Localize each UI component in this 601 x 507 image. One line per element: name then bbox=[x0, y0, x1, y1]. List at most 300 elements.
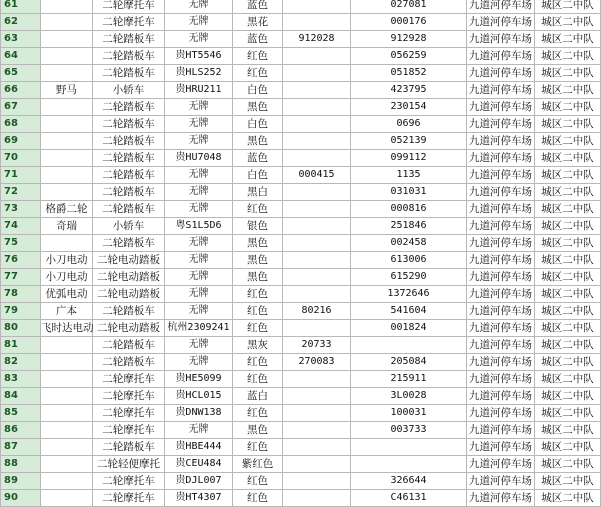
vehicle-type-cell[interactable]: 二轮摩托车 bbox=[93, 0, 165, 14]
plate-cell[interactable]: 无牌 bbox=[165, 116, 233, 133]
table-row bbox=[1, 82, 601, 99]
row-number[interactable]: 81 bbox=[1, 337, 41, 354]
frame-number-cell[interactable]: 100031 bbox=[351, 405, 467, 422]
vehicle-type-cell[interactable]: 二轮摩托车 bbox=[93, 405, 165, 422]
parking-lot-cell[interactable]: 九道河停车场 bbox=[467, 167, 535, 184]
vehicle-type-cell[interactable]: 二轮电动踏板 bbox=[93, 286, 165, 303]
frame-number-cell[interactable]: 215911 bbox=[351, 371, 467, 388]
parking-lot-cell[interactable]: 九道河停车场 bbox=[467, 405, 535, 422]
plate-cell[interactable]: 无牌 bbox=[165, 201, 233, 218]
engine-number-cell[interactable]: 20733 bbox=[283, 337, 351, 354]
engine-number-cell[interactable] bbox=[283, 320, 351, 337]
table-row bbox=[1, 99, 601, 116]
vehicle-type-cell[interactable]: 二轮踏板车 bbox=[93, 65, 165, 82]
frame-number-cell[interactable]: 002458 bbox=[351, 235, 467, 252]
engine-number-cell[interactable] bbox=[283, 218, 351, 235]
engine-number-cell[interactable]: 80216 bbox=[283, 303, 351, 320]
engine-number-cell[interactable] bbox=[283, 439, 351, 456]
frame-number-cell[interactable]: 000176 bbox=[351, 14, 467, 31]
table-row bbox=[1, 150, 601, 167]
parking-lot-cell[interactable]: 九道河停车场 bbox=[467, 65, 535, 82]
vehicle-type-cell[interactable]: 二轮踏板车 bbox=[93, 133, 165, 150]
brand-cell[interactable]: 小刀电动 bbox=[41, 269, 93, 286]
vehicle-type-cell[interactable]: 二轮电动踏板 bbox=[93, 252, 165, 269]
brand-cell[interactable] bbox=[41, 167, 93, 184]
parking-lot-cell[interactable]: 九道河停车场 bbox=[467, 99, 535, 116]
engine-number-cell[interactable] bbox=[283, 235, 351, 252]
plate-cell[interactable]: 无牌 bbox=[165, 184, 233, 201]
unit-cell[interactable]: 城区二中队 bbox=[535, 184, 601, 201]
color-cell[interactable]: 黑灰 bbox=[233, 337, 283, 354]
row-number[interactable]: 88 bbox=[1, 456, 41, 473]
row-number[interactable]: 66 bbox=[1, 82, 41, 99]
plate-cell[interactable]: 贵HLS252 bbox=[165, 65, 233, 82]
row-number[interactable]: 84 bbox=[1, 388, 41, 405]
parking-lot-cell[interactable]: 九道河停车场 bbox=[467, 422, 535, 439]
parking-lot-cell[interactable]: 九道河停车场 bbox=[467, 490, 535, 507]
frame-number-cell[interactable]: 0696 bbox=[351, 116, 467, 133]
unit-cell[interactable]: 城区二中队 bbox=[535, 354, 601, 371]
row-number[interactable]: 70 bbox=[1, 150, 41, 167]
color-cell[interactable]: 红色 bbox=[233, 286, 283, 303]
color-cell[interactable]: 蓝白 bbox=[233, 388, 283, 405]
frame-number-cell[interactable]: 000816 bbox=[351, 201, 467, 218]
unit-cell[interactable]: 城区二中队 bbox=[535, 31, 601, 48]
color-cell[interactable]: 紫红色 bbox=[233, 456, 283, 473]
color-cell[interactable]: 黑色 bbox=[233, 269, 283, 286]
plate-cell[interactable]: 贵HT4307 bbox=[165, 490, 233, 507]
color-cell[interactable]: 红色 bbox=[233, 320, 283, 337]
unit-cell[interactable]: 城区二中队 bbox=[535, 99, 601, 116]
engine-number-cell[interactable] bbox=[283, 456, 351, 473]
unit-cell[interactable]: 城区二中队 bbox=[535, 439, 601, 456]
row-number[interactable]: 75 bbox=[1, 235, 41, 252]
vehicle-type-cell[interactable]: 二轮摩托车 bbox=[93, 388, 165, 405]
vehicle-type-cell[interactable]: 二轮轻便摩托 bbox=[93, 456, 165, 473]
brand-cell[interactable]: 格爵二轮 bbox=[41, 201, 93, 218]
unit-cell[interactable]: 城区二中队 bbox=[535, 133, 601, 150]
frame-number-cell[interactable]: 099112 bbox=[351, 150, 467, 167]
row-number[interactable]: 90 bbox=[1, 490, 41, 507]
color-cell[interactable]: 白色 bbox=[233, 167, 283, 184]
row-number[interactable]: 80 bbox=[1, 320, 41, 337]
color-cell[interactable]: 红色 bbox=[233, 490, 283, 507]
row-number[interactable]: 86 bbox=[1, 422, 41, 439]
color-cell[interactable]: 黑色 bbox=[233, 99, 283, 116]
plate-cell[interactable]: 无牌 bbox=[165, 133, 233, 150]
table-row bbox=[1, 14, 601, 31]
vehicle-type-cell[interactable]: 二轮摩托车 bbox=[93, 14, 165, 31]
row-number[interactable]: 73 bbox=[1, 201, 41, 218]
table-row bbox=[1, 439, 601, 456]
vehicle-type-cell[interactable]: 二轮摩托车 bbox=[93, 490, 165, 507]
color-cell[interactable]: 白色 bbox=[233, 82, 283, 99]
plate-cell[interactable]: 贵DJL007 bbox=[165, 473, 233, 490]
color-cell[interactable]: 红色 bbox=[233, 371, 283, 388]
brand-cell[interactable] bbox=[41, 371, 93, 388]
brand-cell[interactable] bbox=[41, 235, 93, 252]
engine-number-cell[interactable] bbox=[283, 286, 351, 303]
row-number[interactable]: 77 bbox=[1, 269, 41, 286]
row-number[interactable]: 83 bbox=[1, 371, 41, 388]
color-cell[interactable]: 红色 bbox=[233, 303, 283, 320]
frame-number-cell[interactable]: 912928 bbox=[351, 31, 467, 48]
unit-cell[interactable]: 城区二中队 bbox=[535, 150, 601, 167]
engine-number-cell[interactable] bbox=[283, 388, 351, 405]
plate-cell[interactable]: 贵HCL015 bbox=[165, 388, 233, 405]
row-number[interactable]: 85 bbox=[1, 405, 41, 422]
engine-number-cell[interactable] bbox=[283, 0, 351, 14]
parking-lot-cell[interactable]: 九道河停车场 bbox=[467, 133, 535, 150]
row-number[interactable]: 61 bbox=[1, 0, 41, 14]
plate-cell[interactable]: 贵HE5099 bbox=[165, 371, 233, 388]
parking-lot-cell[interactable]: 九道河停车场 bbox=[467, 218, 535, 235]
frame-number-cell[interactable]: 001824 bbox=[351, 320, 467, 337]
plate-cell[interactable]: 无牌 bbox=[165, 14, 233, 31]
parking-lot-cell[interactable]: 九道河停车场 bbox=[467, 439, 535, 456]
row-number[interactable]: 71 bbox=[1, 167, 41, 184]
parking-lot-cell[interactable]: 九道河停车场 bbox=[467, 82, 535, 99]
engine-number-cell[interactable] bbox=[283, 473, 351, 490]
engine-number-cell[interactable]: 912028 bbox=[283, 31, 351, 48]
vehicle-type-cell[interactable]: 二轮踏板车 bbox=[93, 150, 165, 167]
brand-cell[interactable] bbox=[41, 65, 93, 82]
row-number[interactable]: 69 bbox=[1, 133, 41, 150]
table-row bbox=[1, 456, 601, 473]
vehicle-type-cell[interactable]: 二轮踏板车 bbox=[93, 201, 165, 218]
unit-cell[interactable]: 城区二中队 bbox=[535, 82, 601, 99]
row-number[interactable]: 87 bbox=[1, 439, 41, 456]
brand-cell[interactable] bbox=[41, 184, 93, 201]
brand-cell[interactable] bbox=[41, 422, 93, 439]
table-row bbox=[1, 473, 601, 490]
frame-number-cell[interactable]: 052139 bbox=[351, 133, 467, 150]
unit-cell[interactable]: 城区二中队 bbox=[535, 473, 601, 490]
brand-cell[interactable] bbox=[41, 388, 93, 405]
plate-cell[interactable]: 贵HBE444 bbox=[165, 439, 233, 456]
vehicle-type-cell[interactable]: 二轮踏板车 bbox=[93, 116, 165, 133]
color-cell[interactable]: 黑白 bbox=[233, 184, 283, 201]
color-cell[interactable]: 红色 bbox=[233, 48, 283, 65]
table-row bbox=[1, 405, 601, 422]
table-row bbox=[1, 201, 601, 218]
vehicle-type-cell[interactable]: 二轮摩托车 bbox=[93, 371, 165, 388]
vehicle-type-cell[interactable]: 二轮踏板车 bbox=[93, 303, 165, 320]
row-number[interactable]: 78 bbox=[1, 286, 41, 303]
vehicle-type-cell[interactable]: 二轮摩托车 bbox=[93, 473, 165, 490]
frame-number-cell[interactable]: 423795 bbox=[351, 82, 467, 99]
parking-lot-cell[interactable]: 九道河停车场 bbox=[467, 354, 535, 371]
plate-cell[interactable]: 无牌 bbox=[165, 337, 233, 354]
parking-lot-cell[interactable]: 九道河停车场 bbox=[467, 473, 535, 490]
table-row bbox=[1, 371, 601, 388]
vehicle-type-cell[interactable]: 二轮踏板车 bbox=[93, 235, 165, 252]
vehicle-type-cell[interactable]: 二轮踏板车 bbox=[93, 184, 165, 201]
row-number[interactable]: 62 bbox=[1, 14, 41, 31]
unit-cell[interactable]: 城区二中队 bbox=[535, 201, 601, 218]
frame-number-cell[interactable]: 027081 bbox=[351, 0, 467, 14]
table-body bbox=[1, 0, 601, 507]
table-row bbox=[1, 269, 601, 286]
plate-cell[interactable]: 无牌 bbox=[165, 354, 233, 371]
frame-number-cell[interactable]: 541604 bbox=[351, 303, 467, 320]
table-row bbox=[1, 303, 601, 320]
parking-lot-cell[interactable]: 九道河停车场 bbox=[467, 150, 535, 167]
brand-cell[interactable] bbox=[41, 150, 93, 167]
unit-cell[interactable]: 城区二中队 bbox=[535, 14, 601, 31]
vehicle-type-cell[interactable]: 二轮踏板车 bbox=[93, 167, 165, 184]
brand-cell[interactable]: 优弧电动 bbox=[41, 286, 93, 303]
table-row bbox=[1, 235, 601, 252]
unit-cell[interactable]: 城区二中队 bbox=[535, 405, 601, 422]
brand-cell[interactable] bbox=[41, 133, 93, 150]
engine-number-cell[interactable] bbox=[283, 65, 351, 82]
row-number[interactable]: 68 bbox=[1, 116, 41, 133]
table-row bbox=[1, 490, 601, 507]
brand-cell[interactable] bbox=[41, 99, 93, 116]
engine-number-cell[interactable] bbox=[283, 269, 351, 286]
engine-number-cell[interactable] bbox=[283, 371, 351, 388]
brand-cell[interactable] bbox=[41, 48, 93, 65]
table-row bbox=[1, 133, 601, 150]
color-cell[interactable]: 蓝色 bbox=[233, 31, 283, 48]
unit-cell[interactable]: 城区二中队 bbox=[535, 65, 601, 82]
brand-cell[interactable]: 野马 bbox=[41, 82, 93, 99]
brand-cell[interactable] bbox=[41, 337, 93, 354]
engine-number-cell[interactable] bbox=[283, 201, 351, 218]
frame-number-cell[interactable]: C46131 bbox=[351, 490, 467, 507]
table-row bbox=[1, 286, 601, 303]
table-row bbox=[1, 218, 601, 235]
engine-number-cell[interactable] bbox=[283, 116, 351, 133]
plate-cell[interactable]: 贵DNW138 bbox=[165, 405, 233, 422]
parking-lot-cell[interactable]: 九道河停车场 bbox=[467, 235, 535, 252]
vehicle-type-cell[interactable]: 二轮电动踏板 bbox=[93, 269, 165, 286]
plate-cell[interactable]: 无牌 bbox=[165, 422, 233, 439]
brand-cell[interactable] bbox=[41, 116, 93, 133]
parking-lot-cell[interactable]: 九道河停车场 bbox=[467, 456, 535, 473]
plate-cell[interactable]: 贵CEU484 bbox=[165, 456, 233, 473]
row-number[interactable]: 74 bbox=[1, 218, 41, 235]
row-number[interactable]: 64 bbox=[1, 48, 41, 65]
color-cell[interactable]: 蓝色 bbox=[233, 150, 283, 167]
parking-lot-cell[interactable]: 九道河停车场 bbox=[467, 0, 535, 14]
plate-cell[interactable]: 无牌 bbox=[165, 167, 233, 184]
color-cell[interactable]: 黑色 bbox=[233, 422, 283, 439]
unit-cell[interactable]: 城区二中队 bbox=[535, 490, 601, 507]
row-number[interactable]: 67 bbox=[1, 99, 41, 116]
row-number[interactable]: 72 bbox=[1, 184, 41, 201]
table-row bbox=[1, 116, 601, 133]
brand-cell[interactable] bbox=[41, 0, 93, 14]
unit-cell[interactable]: 城区二中队 bbox=[535, 0, 601, 14]
unit-cell[interactable]: 城区二中队 bbox=[535, 48, 601, 65]
engine-number-cell[interactable] bbox=[283, 490, 351, 507]
frame-number-cell[interactable]: 3L0028 bbox=[351, 388, 467, 405]
row-number[interactable]: 79 bbox=[1, 303, 41, 320]
vehicle-type-cell[interactable]: 二轮踏板车 bbox=[93, 337, 165, 354]
plate-cell[interactable]: 贵HU7048 bbox=[165, 150, 233, 167]
brand-cell[interactable] bbox=[41, 456, 93, 473]
plate-cell[interactable]: 粤S1L5D6 bbox=[165, 218, 233, 235]
unit-cell[interactable]: 城区二中队 bbox=[535, 422, 601, 439]
engine-number-cell[interactable] bbox=[283, 99, 351, 116]
parking-lot-cell[interactable]: 九道河停车场 bbox=[467, 303, 535, 320]
unit-cell[interactable]: 城区二中队 bbox=[535, 303, 601, 320]
brand-cell[interactable]: 奇瑞 bbox=[41, 218, 93, 235]
table-row bbox=[1, 354, 601, 371]
unit-cell[interactable]: 城区二中队 bbox=[535, 320, 601, 337]
brand-cell[interactable] bbox=[41, 14, 93, 31]
frame-number-cell[interactable]: 051852 bbox=[351, 65, 467, 82]
engine-number-cell[interactable] bbox=[283, 150, 351, 167]
color-cell[interactable]: 红色 bbox=[233, 354, 283, 371]
engine-number-cell[interactable] bbox=[283, 184, 351, 201]
brand-cell[interactable] bbox=[41, 473, 93, 490]
color-cell[interactable]: 黑色 bbox=[233, 133, 283, 150]
color-cell[interactable]: 白色 bbox=[233, 116, 283, 133]
vehicle-type-cell[interactable]: 小轿车 bbox=[93, 218, 165, 235]
parking-lot-cell[interactable]: 九道河停车场 bbox=[467, 184, 535, 201]
table-row bbox=[1, 184, 601, 201]
brand-cell[interactable] bbox=[41, 31, 93, 48]
unit-cell[interactable]: 城区二中队 bbox=[535, 116, 601, 133]
brand-cell[interactable]: 小刀电动 bbox=[41, 252, 93, 269]
engine-number-cell[interactable]: 270083 bbox=[283, 354, 351, 371]
unit-cell[interactable]: 城区二中队 bbox=[535, 337, 601, 354]
color-cell[interactable]: 黑色 bbox=[233, 252, 283, 269]
parking-lot-cell[interactable]: 九道河停车场 bbox=[467, 388, 535, 405]
row-number[interactable]: 82 bbox=[1, 354, 41, 371]
plate-cell[interactable]: 无牌 bbox=[165, 286, 233, 303]
color-cell[interactable]: 黑花 bbox=[233, 14, 283, 31]
engine-number-cell[interactable] bbox=[283, 48, 351, 65]
engine-number-cell[interactable] bbox=[283, 422, 351, 439]
color-cell[interactable]: 红色 bbox=[233, 439, 283, 456]
plate-cell[interactable]: 贵HRU211 bbox=[165, 82, 233, 99]
color-cell[interactable]: 红色 bbox=[233, 65, 283, 82]
frame-number-cell[interactable] bbox=[351, 337, 467, 354]
row-number[interactable]: 65 bbox=[1, 65, 41, 82]
table-row bbox=[1, 422, 601, 439]
parking-lot-cell[interactable]: 九道河停车场 bbox=[467, 31, 535, 48]
frame-number-cell[interactable]: 615290 bbox=[351, 269, 467, 286]
brand-cell[interactable] bbox=[41, 490, 93, 507]
engine-number-cell[interactable] bbox=[283, 252, 351, 269]
vehicle-type-cell[interactable]: 二轮踏板车 bbox=[93, 48, 165, 65]
plate-cell[interactable]: 无牌 bbox=[165, 269, 233, 286]
vehicle-type-cell[interactable]: 二轮踏板车 bbox=[93, 99, 165, 116]
parking-lot-cell[interactable]: 九道河停车场 bbox=[467, 14, 535, 31]
vehicle-type-cell[interactable]: 小轿车 bbox=[93, 82, 165, 99]
unit-cell[interactable]: 城区二中队 bbox=[535, 269, 601, 286]
table-row bbox=[1, 65, 601, 82]
engine-number-cell[interactable] bbox=[283, 133, 351, 150]
parking-lot-cell[interactable]: 九道河停车场 bbox=[467, 337, 535, 354]
unit-cell[interactable]: 城区二中队 bbox=[535, 371, 601, 388]
color-cell[interactable]: 蓝色 bbox=[233, 0, 283, 14]
plate-cell[interactable]: 无牌 bbox=[165, 252, 233, 269]
parking-lot-cell[interactable]: 九道河停车场 bbox=[467, 286, 535, 303]
brand-cell[interactable] bbox=[41, 405, 93, 422]
frame-number-cell[interactable]: 326644 bbox=[351, 473, 467, 490]
unit-cell[interactable]: 城区二中队 bbox=[535, 167, 601, 184]
frame-number-cell[interactable]: 205084 bbox=[351, 354, 467, 371]
unit-cell[interactable]: 城区二中队 bbox=[535, 388, 601, 405]
frame-number-cell[interactable]: 251846 bbox=[351, 218, 467, 235]
parking-lot-cell[interactable]: 九道河停车场 bbox=[467, 252, 535, 269]
unit-cell[interactable]: 城区二中队 bbox=[535, 218, 601, 235]
frame-number-cell[interactable]: 003733 bbox=[351, 422, 467, 439]
table-row bbox=[1, 388, 601, 405]
frame-number-cell[interactable]: 230154 bbox=[351, 99, 467, 116]
color-cell[interactable]: 黑色 bbox=[233, 235, 283, 252]
engine-number-cell[interactable] bbox=[283, 405, 351, 422]
parking-lot-cell[interactable]: 九道河停车场 bbox=[467, 269, 535, 286]
vehicle-type-cell[interactable]: 二轮踏板车 bbox=[93, 439, 165, 456]
plate-cell[interactable]: 无牌 bbox=[165, 31, 233, 48]
brand-cell[interactable] bbox=[41, 354, 93, 371]
frame-number-cell[interactable]: 031031 bbox=[351, 184, 467, 201]
color-cell[interactable]: 红色 bbox=[233, 473, 283, 490]
table-row bbox=[1, 48, 601, 65]
color-cell[interactable]: 银色 bbox=[233, 218, 283, 235]
plate-cell[interactable]: 杭州2309241 bbox=[165, 320, 233, 337]
table-row bbox=[1, 0, 601, 14]
brand-cell[interactable]: 广本 bbox=[41, 303, 93, 320]
vehicle-type-cell[interactable]: 二轮踏板车 bbox=[93, 354, 165, 371]
table-row bbox=[1, 31, 601, 48]
frame-number-cell[interactable]: 1372646 bbox=[351, 286, 467, 303]
vehicle-type-cell[interactable]: 二轮踏板车 bbox=[93, 31, 165, 48]
table-row bbox=[1, 320, 601, 337]
vehicle-type-cell[interactable]: 二轮摩托车 bbox=[93, 422, 165, 439]
parking-lot-cell[interactable]: 九道河停车场 bbox=[467, 201, 535, 218]
unit-cell[interactable]: 城区二中队 bbox=[535, 252, 601, 269]
frame-number-cell[interactable]: 1135 bbox=[351, 167, 467, 184]
row-number[interactable]: 76 bbox=[1, 252, 41, 269]
brand-cell[interactable]: 飞时达电动 bbox=[41, 320, 93, 337]
plate-cell[interactable]: 无牌 bbox=[165, 235, 233, 252]
table-row bbox=[1, 337, 601, 354]
brand-cell[interactable] bbox=[41, 439, 93, 456]
plate-cell[interactable]: 无牌 bbox=[165, 0, 233, 14]
frame-number-cell[interactable] bbox=[351, 439, 467, 456]
engine-number-cell[interactable] bbox=[283, 82, 351, 99]
vehicle-type-cell[interactable]: 二轮电动踏板 bbox=[93, 320, 165, 337]
row-number[interactable]: 89 bbox=[1, 473, 41, 490]
plate-cell[interactable]: 贵HT5546 bbox=[165, 48, 233, 65]
engine-number-cell[interactable]: 000415 bbox=[283, 167, 351, 184]
row-number[interactable]: 63 bbox=[1, 31, 41, 48]
color-cell[interactable]: 红色 bbox=[233, 201, 283, 218]
unit-cell[interactable]: 城区二中队 bbox=[535, 235, 601, 252]
frame-number-cell[interactable]: 056259 bbox=[351, 48, 467, 65]
frame-number-cell[interactable]: 613006 bbox=[351, 252, 467, 269]
parking-lot-cell[interactable]: 九道河停车场 bbox=[467, 371, 535, 388]
color-cell[interactable]: 红色 bbox=[233, 405, 283, 422]
parking-lot-cell[interactable]: 九道河停车场 bbox=[467, 116, 535, 133]
unit-cell[interactable]: 城区二中队 bbox=[535, 456, 601, 473]
plate-cell[interactable]: 无牌 bbox=[165, 99, 233, 116]
parking-lot-cell[interactable]: 九道河停车场 bbox=[467, 320, 535, 337]
parking-lot-cell[interactable]: 九道河停车场 bbox=[467, 48, 535, 65]
frame-number-cell[interactable] bbox=[351, 456, 467, 473]
engine-number-cell[interactable] bbox=[283, 14, 351, 31]
plate-cell[interactable]: 无牌 bbox=[165, 303, 233, 320]
unit-cell[interactable]: 城区二中队 bbox=[535, 286, 601, 303]
table-row bbox=[1, 252, 601, 269]
